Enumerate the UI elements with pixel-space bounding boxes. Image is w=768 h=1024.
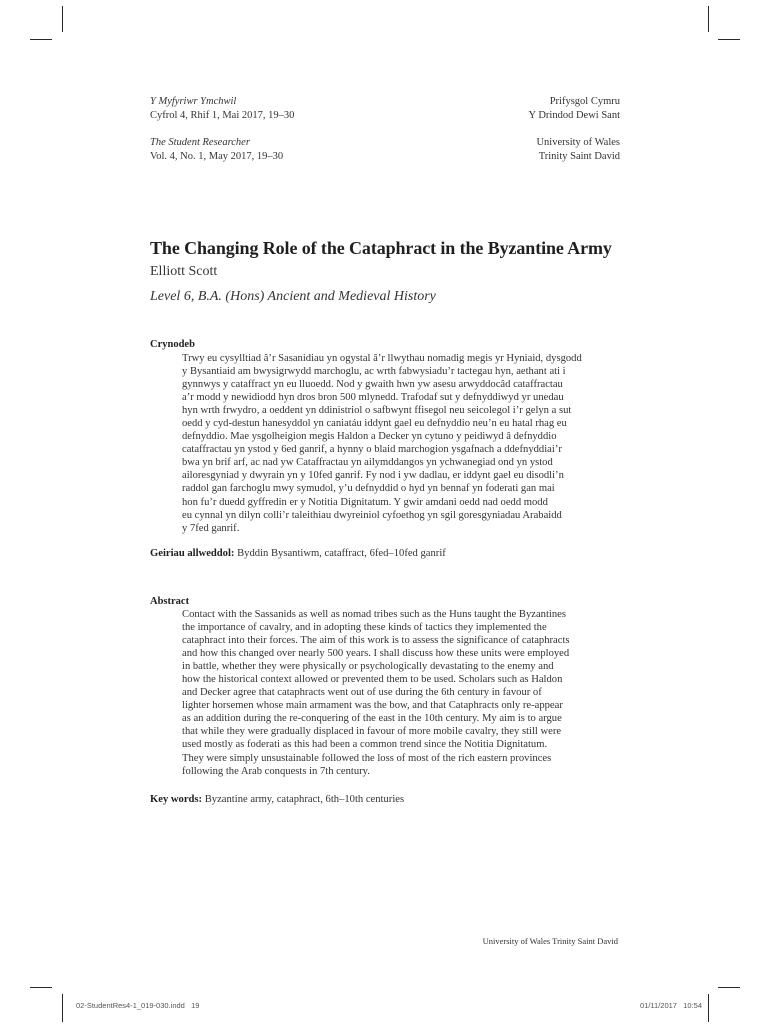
crynodeb-line: hon fu’r duedd gyffredin er y Notitia Dignitatum. Y gwir amdani oedd nad oedd modd [182,496,548,508]
crynodeb-line: bwa yn brif arf, ac nad yw Cataffractau yn ailymddangos yn ychwanegiad ond yn ystod [182,457,553,469]
welsh-volume-info: Cyfrol 4, Rhif 1, Mai 2017, 19–30 [150,110,295,121]
welsh-university-line-2: Y Drindod Dewi Sant [528,110,620,121]
english-journal-name: The Student Researcher [150,137,250,148]
welsh-journal-name: Y Myfyriwr Ymchwil [150,96,237,107]
abstract-heading: Abstract [150,596,190,607]
crynodeb-paragraph [182,352,590,535]
crynodeb-keywords-label: Geiriau allweddol: [150,548,235,559]
crynodeb-line: gynnwys y cataffract yn eu lluoedd. Nod y gwaith hwn yw asesu arwyddocâd cataffractau [182,379,563,391]
crop-mark-top-right-vertical [708,6,709,32]
abstract-line: lighter horsemen whose main armament was the bow, and that Cataphracts only re-appear [182,700,563,712]
crop-mark-bottom-right-horizontal [718,987,740,988]
abstract-line: Contact with the Sassanids as well as nomad tribes such as the Huns taught the Byzantines [182,609,566,620]
crynodeb-line: hyn wrth frwydro, a oeddent yn ddinistriol o safbwynt ffisegol neu seicolegol i’r gelyn a sut [182,405,572,417]
english-volume-info: Vol. 4, No. 1, May 2017, 19–30 [150,151,284,162]
article-title: The Changing Role of the Cataphract in the Byzantine Army [150,238,612,258]
crop-mark-top-left-vertical [62,6,63,32]
author-level: Level 6, B.A. (Hons) Ancient and Medieval History [150,289,436,304]
abstract-line: and how this changed over nearly 500 years. I shall discuss how these units were employed [182,648,570,660]
abstract-line: following the Arab conquests in 7th century. [182,765,370,777]
crop-mark-top-left-horizontal [30,39,52,40]
crynodeb-line: oedd y cyd-destun hanesyddol yn caniatáu iddynt gael eu defnyddio neu’n eu hatal rhag eu [182,418,567,430]
crynodeb-line: Trwy eu cysylltiad â’r Sasanidiau yn ogystal â’r llwythau nomadig megis yr Hyniaid, dysgodd [182,353,582,364]
crynodeb-line: eu cynnal yn dilyn colli’r taleithiau dwyreiniol cyfoethog yn sgil goresgyniadau Arabaidd [182,509,562,521]
print-slug-timestamp: 01/11/2017 10:54 [640,1001,702,1010]
crynodeb-line: cataffractau yn ystod y 6ed ganrif, a hynny o blaid marchogion ysgafnach a ddefnyddiai’r [182,444,562,456]
abstract-line: and Decker agree that cataphracts went out of use during the 6th century in favour of [182,687,542,699]
crynodeb-line: y 7fed ganrif. [182,522,240,534]
abstract-line: the importance of cavalry, and in adopting these kinds of tactics they implemented the [182,622,547,634]
crynodeb-keywords [150,548,446,559]
abstract-line: cataphract into their forces. The aim of this work is to assess the significance of cataphracts [182,635,570,647]
welsh-university-line-1: Prifysgol Cymru [549,96,620,107]
crop-mark-bottom-left-horizontal [30,987,52,988]
abstract-line: in battle, whether they were physically or psychologically devastating to the enemy and [182,661,554,673]
abstract-line: as an addition during the re-conquering of the east in the 10th century. My aim is to argue [182,713,562,725]
abstract-line: used mostly as foderati as this had been a common trend since the Notitia Dignitatum. [182,739,548,751]
footer-institution: University of Wales Trinity Saint David [482,936,618,946]
crynodeb-line: defnyddio. Mae ysgolheigion megis Haldon a Decker yn cytuno y peidiwyd â defnyddio [182,431,557,443]
abstract-keywords-text: Byzantine army, cataphract, 6th–10th centuries [202,794,405,805]
crynodeb-line: a’r modd y newidiodd hyn dros bron 500 mlynedd. Trafodaf sut y defnyddiwyd yr unedau [182,392,564,404]
abstract-paragraph [182,608,590,778]
print-slug-filename: 02-StudentRes4-1_019-030.indd 19 [76,1001,200,1010]
crynodeb-line: raddol gan farchoglu mwy symudol, y’u defnyddid o hyd yn bennaf yn foderati gan mai [182,483,555,495]
crynodeb-keywords-text: Byddin Bysantiwm, cataffract, 6fed–10fed ganrif [234,548,446,559]
english-university-line-2: Trinity Saint David [538,151,620,162]
article-author: Elliott Scott [150,264,218,279]
abstract-line: They were simply unsustainable followed the loss of most of the rich eastern provinces [182,752,552,764]
abstract-keywords [150,794,404,805]
crynodeb-line: ailoresgyniad y dwyrain yn y 10fed ganrif. Fy nod i yw dadlau, er iddynt gael eu disodli’n [182,470,564,482]
crynodeb-line: y Bysantiaid am bwysigrwydd marchoglu, ac wrth fabwysiadu’r tactegau hyn, aethant ati i [182,366,566,378]
crop-mark-top-right-horizontal [718,39,740,40]
journal-header-right [529,95,620,164]
journal-header-left [150,95,294,164]
crynodeb-heading: Crynodeb [150,339,195,350]
english-university-line-1: University of Wales [536,137,620,148]
crop-mark-bottom-left-vertical [62,994,63,1022]
abstract-keywords-label: Key words: [150,794,203,805]
crop-mark-bottom-right-vertical [708,994,709,1022]
abstract-line: how the historical context allowed or prevented them to be used. Scholars such as Haldon [182,674,563,686]
abstract-line: that while they were gradually displaced in favour of more mobile cavalry, they still were [182,726,562,738]
